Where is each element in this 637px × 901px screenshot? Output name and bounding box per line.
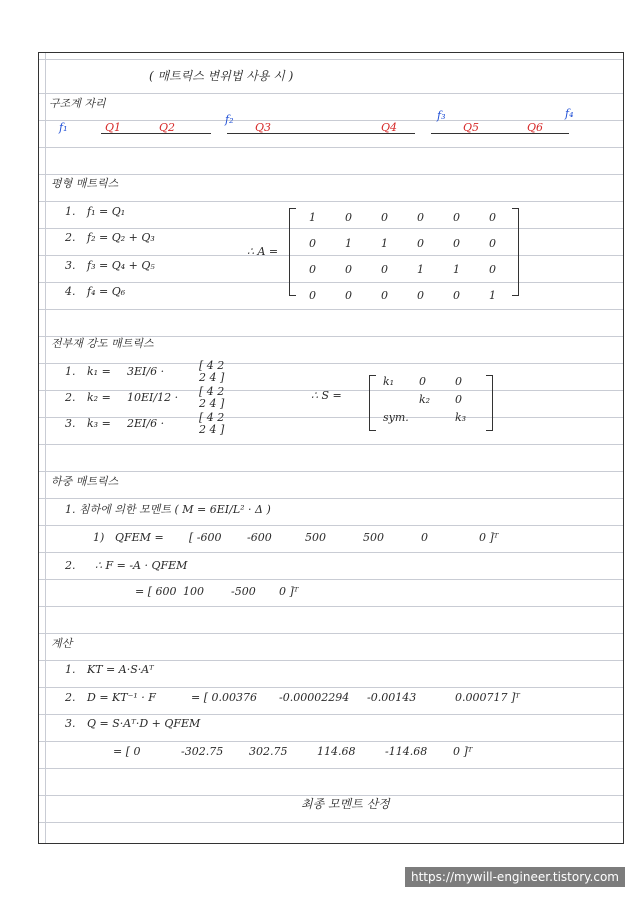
- f-value: = [ 600: [135, 585, 177, 598]
- q-value: = [ 0: [113, 745, 141, 758]
- s-matrix-cell: k₂: [419, 393, 431, 406]
- final-moment-title: 최종 모멘트 산정: [301, 797, 390, 811]
- a-matrix-cell: 0: [453, 237, 460, 250]
- stiffness-k: k₁ =: [87, 365, 111, 378]
- calc-num-1: 1.: [65, 663, 76, 676]
- a-matrix-cell: 1: [417, 263, 424, 276]
- calc-line-2: D = KT⁻¹ · F: [87, 691, 156, 704]
- eq-4: f₄ = Q₆: [87, 285, 126, 298]
- structure-heading: 구조계 자리: [49, 97, 106, 110]
- beam-span-3: [431, 133, 569, 134]
- s-matrix-cell: 0: [419, 375, 426, 388]
- q5-label: Q5: [463, 121, 480, 134]
- q2-label: Q2: [159, 121, 176, 134]
- q4-label: Q4: [381, 121, 398, 134]
- a-matrix-cell: 1: [453, 263, 460, 276]
- eq-num-1: 1.: [65, 205, 76, 218]
- a-matrix-cell: 0: [489, 237, 496, 250]
- f2-label: f₂: [225, 113, 234, 126]
- s-matrix-cell: 0: [455, 375, 462, 388]
- stiffness-heading: 전부재 강도 매트릭스: [51, 337, 154, 350]
- q-value: 302.75: [249, 745, 288, 758]
- s-matrix-label: ∴ S =: [311, 389, 342, 402]
- qfem-value: 500: [305, 531, 326, 544]
- a-matrix-cell: 0: [381, 263, 388, 276]
- d-value: = [ 0.00376: [191, 691, 257, 704]
- qfem-value: 500: [363, 531, 384, 544]
- f-value: 100: [183, 585, 204, 598]
- calc-line-1: KT = A·S·Aᵀ: [87, 663, 154, 676]
- qfem-num: 1): [93, 531, 105, 544]
- blog-watermark: https://mywill-engineer.tistory.com: [405, 867, 625, 887]
- stiffness-coef: 10EI/12 ·: [127, 391, 179, 404]
- load-item-1: 1. 침하에 의한 모멘트 ( M = 6EI/L² · Δ ): [65, 503, 271, 516]
- eq-num-3: 3.: [65, 259, 76, 272]
- stiffness-num: 3.: [65, 417, 76, 430]
- calc-num-2: 2.: [65, 691, 76, 704]
- qfem-value: 0 ]ᵀ: [479, 531, 499, 544]
- s-matrix-cell: k₃: [455, 411, 467, 424]
- f-value: -500: [231, 585, 256, 598]
- f1-label: f₁: [59, 121, 68, 134]
- stiffness-coef: 3EI/6 ·: [127, 365, 165, 378]
- a-matrix-label: ∴ A =: [247, 245, 279, 258]
- stiffness-row-b: 2 4 ]: [199, 371, 225, 384]
- a-matrix-cell: 0: [417, 289, 424, 302]
- a-matrix-cell: 0: [345, 289, 352, 302]
- d-value: 0.000717 ]ᵀ: [455, 691, 520, 704]
- f3-label: f₃: [437, 109, 446, 122]
- a-matrix-cell: 0: [309, 237, 316, 250]
- calc-line-3: Q = S·Aᵀ·D + QFEM: [87, 717, 201, 730]
- eq-3: f₃ = Q₄ + Q₅: [87, 259, 155, 272]
- load-item-2-num: 2.: [65, 559, 76, 572]
- stiffness-k: k₂ =: [87, 391, 111, 404]
- calc-num-3: 3.: [65, 717, 76, 730]
- d-value: -0.00002294: [279, 691, 350, 704]
- eq-num-4: 4.: [65, 285, 76, 298]
- stiffness-num: 2.: [65, 391, 76, 404]
- stiffness-k: k₃ =: [87, 417, 111, 430]
- a-matrix-cell: 1: [381, 237, 388, 250]
- stiffness-num: 1.: [65, 365, 76, 378]
- a-matrix-cell: 0: [453, 211, 460, 224]
- q-value: -114.68: [385, 745, 428, 758]
- a-matrix: [289, 208, 519, 296]
- q6-label: Q6: [527, 121, 544, 134]
- a-matrix-cell: 0: [417, 237, 424, 250]
- stiffness-row-a: [ 4 2: [199, 359, 225, 372]
- qfem-value: 0: [421, 531, 428, 544]
- a-matrix-cell: 0: [417, 211, 424, 224]
- load-heading: 하중 매트릭스: [51, 475, 119, 488]
- a-matrix-cell: 0: [309, 263, 316, 276]
- stiffness-row-b: 2 4 ]: [199, 423, 225, 436]
- qfem-value: [ -600: [189, 531, 222, 544]
- a-matrix-cell: 0: [453, 289, 460, 302]
- a-matrix-cell: 1: [489, 289, 496, 302]
- page-title: ( 매트릭스 변위법 사용 시 ): [149, 69, 294, 83]
- a-matrix-cell: 0: [489, 263, 496, 276]
- equilibrium-heading: 평형 매트릭스: [51, 177, 119, 190]
- notebook-page: [38, 52, 624, 844]
- stiffness-row-a: [ 4 2: [199, 385, 225, 398]
- a-matrix-cell: 0: [309, 289, 316, 302]
- s-matrix-cell: sym.: [383, 411, 409, 424]
- q1-label: Q1: [105, 121, 122, 134]
- a-matrix-cell: 0: [381, 211, 388, 224]
- q-value: 0 ]ᵀ: [453, 745, 473, 758]
- f4-label: f₄: [565, 107, 574, 120]
- stiffness-row-a: [ 4 2: [199, 411, 225, 424]
- eq-2: f₂ = Q₂ + Q₃: [87, 231, 155, 244]
- eq-1: f₁ = Q₁: [87, 205, 126, 218]
- a-matrix-cell: 0: [381, 289, 388, 302]
- a-matrix-cell: 1: [309, 211, 316, 224]
- a-matrix-cell: 1: [345, 237, 352, 250]
- load-item-2: ∴ F = -A · QFEM: [95, 559, 188, 572]
- calc-heading: 계산: [51, 637, 73, 650]
- stiffness-row-b: 2 4 ]: [199, 397, 225, 410]
- d-value: -0.00143: [367, 691, 417, 704]
- qfem-label: QFEM =: [115, 531, 164, 544]
- qfem-value: -600: [247, 531, 272, 544]
- a-matrix-cell: 0: [345, 263, 352, 276]
- q-value: 114.68: [317, 745, 356, 758]
- stiffness-coef: 2EI/6 ·: [127, 417, 165, 430]
- a-matrix-cell: 0: [345, 211, 352, 224]
- q-value: -302.75: [181, 745, 224, 758]
- q3-label: Q3: [255, 121, 272, 134]
- eq-num-2: 2.: [65, 231, 76, 244]
- s-matrix-cell: k₁: [383, 375, 395, 388]
- a-matrix-cell: 0: [489, 211, 496, 224]
- f-value: 0 ]ᵀ: [279, 585, 299, 598]
- s-matrix-cell: 0: [455, 393, 462, 406]
